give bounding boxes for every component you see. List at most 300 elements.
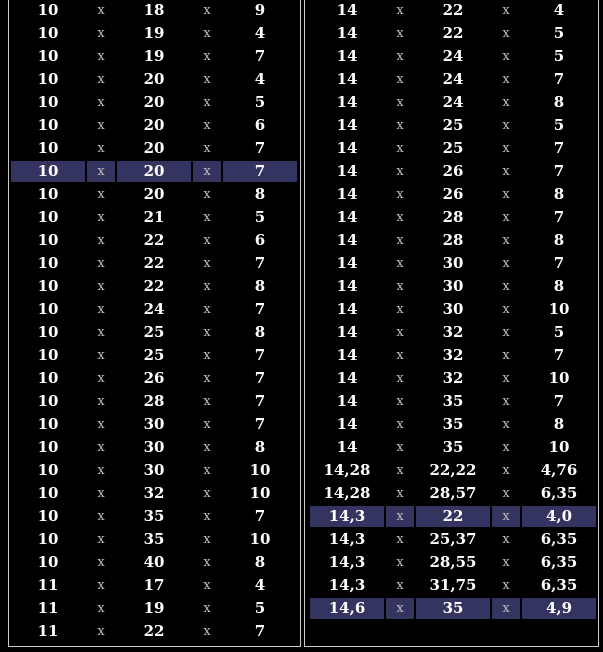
times-separator: x — [502, 72, 510, 87]
list-row[interactable] — [9, 229, 300, 252]
dimension-b: 35 — [442, 438, 464, 456]
times-separator: x — [97, 141, 105, 156]
times-separator: x — [97, 26, 105, 41]
times-separator: x — [502, 164, 510, 179]
list-row[interactable] — [9, 114, 300, 137]
dimension-b: 24 — [143, 300, 165, 318]
dimension-a: 10 — [37, 47, 59, 65]
list-row[interactable] — [9, 574, 300, 597]
dimension-b: 30 — [442, 277, 464, 295]
dimension-b: 22 — [442, 24, 464, 42]
dimension-c: 7 — [553, 139, 565, 157]
times-separator: x — [203, 256, 211, 271]
dimension-a: 10 — [37, 507, 59, 525]
dimension-a: 10 — [37, 277, 59, 295]
dimension-a: 14,3 — [328, 553, 366, 571]
dimension-b: 30 — [143, 438, 165, 456]
list-row[interactable] — [9, 620, 300, 643]
dimension-c: 7 — [553, 254, 565, 272]
dimension-a: 14 — [336, 116, 358, 134]
dimension-c: 6,35 — [540, 553, 578, 571]
list-row[interactable] — [305, 91, 598, 114]
times-separator: x — [396, 3, 404, 18]
times-separator: x — [97, 95, 105, 110]
times-separator: x — [396, 72, 404, 87]
list-row[interactable] — [305, 436, 598, 459]
dimension-c: 7 — [553, 162, 565, 180]
dimension-b: 18 — [143, 1, 165, 19]
dimension-c: 5 — [254, 208, 266, 226]
list-row[interactable] — [9, 206, 300, 229]
dimension-b: 19 — [143, 47, 165, 65]
dimension-a: 14 — [336, 185, 358, 203]
times-separator: x — [87, 161, 115, 182]
dimension-a: 11 — [37, 576, 59, 594]
dimension-a: 10 — [37, 530, 59, 548]
list-row[interactable] — [305, 114, 598, 137]
dimension-c: 8 — [553, 185, 565, 203]
dimension-a: 10 — [37, 93, 59, 111]
times-separator: x — [492, 598, 520, 619]
dimension-a: 10 — [11, 161, 85, 182]
dimension-a: 10 — [37, 231, 59, 249]
dimension-a: 10 — [37, 208, 59, 226]
dimension-a: 11 — [37, 599, 59, 617]
list-row[interactable] — [305, 551, 598, 574]
times-separator: x — [502, 49, 510, 64]
times-separator: x — [502, 302, 510, 317]
dimension-c: 6 — [254, 116, 266, 134]
dimension-a: 10 — [37, 24, 59, 42]
times-separator: x — [203, 118, 211, 133]
dimension-b: 20 — [117, 161, 191, 182]
times-separator: x — [97, 394, 105, 409]
times-separator: x — [396, 417, 404, 432]
times-separator: x — [203, 187, 211, 202]
dimension-c: 4,76 — [540, 461, 578, 479]
dimension-a: 14 — [336, 231, 358, 249]
times-separator: x — [396, 256, 404, 271]
times-separator: x — [396, 187, 404, 202]
dimension-b: 19 — [143, 599, 165, 617]
dimension-c: 5 — [553, 47, 565, 65]
list-row[interactable] — [9, 183, 300, 206]
list-row[interactable] — [305, 321, 598, 344]
times-separator: x — [97, 440, 105, 455]
dimension-a: 10 — [37, 185, 59, 203]
dimension-c: 10 — [548, 369, 570, 387]
list-row[interactable] — [305, 298, 598, 321]
dimension-b: 25 — [143, 323, 165, 341]
dimension-b: 26 — [143, 369, 165, 387]
times-separator: x — [203, 601, 211, 616]
dimension-c: 10 — [249, 484, 271, 502]
dimension-b: 17 — [143, 576, 165, 594]
dimension-b: 35 — [143, 507, 165, 525]
dimension-c: 8 — [553, 93, 565, 111]
dimension-b: 28 — [442, 208, 464, 226]
size-list-left-rows — [9, 0, 300, 643]
times-separator: x — [502, 95, 510, 110]
list-row[interactable] — [9, 275, 300, 298]
list-row[interactable] — [9, 0, 300, 22]
times-separator: x — [396, 302, 404, 317]
times-separator: x — [502, 417, 510, 432]
dimension-c: 8 — [254, 277, 266, 295]
times-separator: x — [396, 371, 404, 386]
times-separator: x — [97, 118, 105, 133]
times-separator: x — [97, 555, 105, 570]
dimension-a: 11 — [37, 622, 59, 640]
times-separator: x — [203, 371, 211, 386]
dimension-c: 4,9 — [522, 598, 596, 619]
times-separator: x — [97, 279, 105, 294]
list-row[interactable] — [9, 137, 300, 160]
dimension-c: 6 — [254, 231, 266, 249]
list-row[interactable] — [9, 367, 300, 390]
times-separator: x — [97, 532, 105, 547]
dimension-a: 14 — [336, 162, 358, 180]
list-row[interactable] — [305, 413, 598, 436]
times-separator: x — [203, 532, 211, 547]
dimension-a: 10 — [37, 369, 59, 387]
list-row[interactable] — [305, 597, 598, 620]
dimension-b: 35 — [143, 530, 165, 548]
dimension-c: 10 — [249, 530, 271, 548]
times-separator: x — [97, 486, 105, 501]
list-row[interactable] — [305, 390, 598, 413]
times-separator: x — [502, 463, 510, 478]
times-separator: x — [97, 348, 105, 363]
times-separator: x — [502, 233, 510, 248]
dimension-a: 10 — [37, 323, 59, 341]
dimension-c: 7 — [254, 346, 266, 364]
dimension-c: 7 — [254, 139, 266, 157]
dimension-b: 30 — [143, 415, 165, 433]
dimension-c: 4 — [254, 24, 266, 42]
times-separator: x — [97, 302, 105, 317]
times-separator: x — [502, 532, 510, 547]
dimension-b: 30 — [143, 461, 165, 479]
dimension-c: 7 — [254, 47, 266, 65]
times-separator: x — [396, 532, 404, 547]
dimension-b: 28,57 — [429, 484, 477, 502]
dimension-c: 8 — [553, 415, 565, 433]
dimension-c: 5 — [254, 93, 266, 111]
list-row[interactable] — [9, 45, 300, 68]
times-separator: x — [203, 279, 211, 294]
times-separator: x — [396, 486, 404, 501]
size-list-left[interactable] — [8, 0, 301, 647]
dimension-a: 10 — [37, 346, 59, 364]
times-separator: x — [97, 72, 105, 87]
dimension-c: 8 — [254, 323, 266, 341]
times-separator: x — [97, 463, 105, 478]
list-row[interactable] — [305, 344, 598, 367]
dimension-b: 32 — [442, 369, 464, 387]
dimension-a: 10 — [37, 461, 59, 479]
list-row[interactable] — [9, 344, 300, 367]
times-separator: x — [396, 49, 404, 64]
dimension-a: 14 — [336, 1, 358, 19]
dimension-c: 10 — [548, 300, 570, 318]
dimension-c: 5 — [254, 599, 266, 617]
times-separator: x — [396, 210, 404, 225]
list-row[interactable] — [9, 298, 300, 321]
times-separator: x — [97, 578, 105, 593]
dimension-a: 14,28 — [323, 484, 371, 502]
dimension-a: 10 — [37, 139, 59, 157]
dimension-b: 25 — [442, 139, 464, 157]
list-row[interactable] — [305, 528, 598, 551]
list-row[interactable] — [305, 574, 598, 597]
dimension-b: 24 — [442, 47, 464, 65]
dimension-c: 7 — [254, 369, 266, 387]
list-row[interactable] — [9, 597, 300, 620]
dimension-c: 7 — [223, 161, 297, 182]
dimension-b: 20 — [143, 116, 165, 134]
times-separator: x — [203, 302, 211, 317]
times-separator: x — [203, 325, 211, 340]
dimension-c: 6,35 — [540, 576, 578, 594]
dimension-a: 14 — [336, 415, 358, 433]
times-separator: x — [97, 187, 105, 202]
times-separator: x — [203, 624, 211, 639]
list-row[interactable] — [305, 367, 598, 390]
dimension-a: 10 — [37, 300, 59, 318]
times-separator: x — [502, 279, 510, 294]
list-row[interactable] — [305, 252, 598, 275]
list-row[interactable] — [9, 528, 300, 551]
list-row[interactable] — [305, 22, 598, 45]
dimension-c: 7 — [553, 70, 565, 88]
list-row[interactable] — [9, 68, 300, 91]
times-separator: x — [396, 233, 404, 248]
list-row[interactable] — [305, 183, 598, 206]
dimension-a: 14 — [336, 139, 358, 157]
times-separator: x — [396, 95, 404, 110]
dimension-b: 28 — [442, 231, 464, 249]
list-row[interactable] — [305, 45, 598, 68]
times-separator: x — [396, 164, 404, 179]
list-row[interactable] — [305, 137, 598, 160]
dimension-a: 14 — [336, 346, 358, 364]
dimension-c: 7 — [254, 622, 266, 640]
times-separator: x — [502, 555, 510, 570]
list-row[interactable] — [9, 91, 300, 114]
dimension-b: 30 — [442, 254, 464, 272]
dimension-a: 10 — [37, 116, 59, 134]
dimension-b: 35 — [442, 392, 464, 410]
dimension-a: 14,6 — [310, 598, 384, 619]
dimension-a: 10 — [37, 70, 59, 88]
dimension-a: 14,28 — [323, 461, 371, 479]
dimension-c: 4,0 — [522, 506, 596, 527]
times-separator: x — [492, 506, 520, 527]
times-separator: x — [203, 72, 211, 87]
times-separator: x — [203, 348, 211, 363]
list-row[interactable] — [9, 436, 300, 459]
times-separator: x — [502, 394, 510, 409]
dimension-c: 7 — [254, 300, 266, 318]
times-separator: x — [386, 598, 414, 619]
list-row[interactable] — [305, 160, 598, 183]
times-separator: x — [396, 325, 404, 340]
list-row[interactable] — [9, 390, 300, 413]
times-separator: x — [203, 394, 211, 409]
dimension-a: 10 — [37, 415, 59, 433]
dimension-a: 14 — [336, 369, 358, 387]
times-separator: x — [203, 141, 211, 156]
times-separator: x — [502, 371, 510, 386]
dimension-a: 14 — [336, 47, 358, 65]
times-separator: x — [502, 325, 510, 340]
times-separator: x — [97, 601, 105, 616]
times-separator: x — [396, 555, 404, 570]
dimension-b: 22 — [143, 231, 165, 249]
times-separator: x — [396, 141, 404, 156]
dimension-a: 10 — [37, 254, 59, 272]
dimension-b: 24 — [442, 70, 464, 88]
dimension-b: 32 — [442, 346, 464, 364]
list-row[interactable] — [305, 0, 598, 22]
list-row[interactable] — [305, 459, 598, 482]
dimension-c: 6,35 — [540, 530, 578, 548]
dimension-b: 26 — [442, 162, 464, 180]
times-separator: x — [203, 486, 211, 501]
dimension-b: 22 — [143, 622, 165, 640]
times-separator: x — [396, 394, 404, 409]
times-separator: x — [396, 348, 404, 363]
times-separator: x — [502, 210, 510, 225]
dimension-b: 31,75 — [429, 576, 477, 594]
times-separator: x — [97, 509, 105, 524]
dimension-b: 22 — [442, 1, 464, 19]
dimension-a: 10 — [37, 553, 59, 571]
dimension-a: 10 — [37, 484, 59, 502]
dimension-a: 10 — [37, 438, 59, 456]
dimension-c: 7 — [254, 415, 266, 433]
dimension-b: 20 — [143, 70, 165, 88]
dimension-c: 8 — [254, 553, 266, 571]
dimension-c: 5 — [553, 24, 565, 42]
dimension-c: 6,35 — [540, 484, 578, 502]
list-row[interactable] — [305, 505, 598, 528]
dimension-b: 25 — [442, 116, 464, 134]
dimension-c: 4 — [553, 1, 565, 19]
times-separator: x — [203, 417, 211, 432]
dimension-b: 35 — [442, 415, 464, 433]
dimension-a: 14 — [336, 323, 358, 341]
dimension-c: 10 — [548, 438, 570, 456]
dimension-a: 14 — [336, 392, 358, 410]
dimension-b: 24 — [442, 93, 464, 111]
dimension-b: 22 — [416, 506, 490, 527]
list-row[interactable] — [9, 160, 300, 183]
dimension-a: 14 — [336, 208, 358, 226]
times-separator: x — [502, 256, 510, 271]
list-row[interactable] — [305, 275, 598, 298]
dimension-c: 7 — [254, 507, 266, 525]
dimension-c: 8 — [553, 231, 565, 249]
list-row[interactable] — [9, 413, 300, 436]
dimension-b: 20 — [143, 93, 165, 111]
times-separator: x — [203, 95, 211, 110]
dimension-b: 40 — [143, 553, 165, 571]
times-separator: x — [203, 3, 211, 18]
times-separator: x — [203, 440, 211, 455]
times-separator: x — [396, 118, 404, 133]
dimension-b: 19 — [143, 24, 165, 42]
times-separator: x — [97, 371, 105, 386]
dimension-a: 10 — [37, 1, 59, 19]
times-separator: x — [97, 325, 105, 340]
dimension-a: 14 — [336, 93, 358, 111]
dimension-b: 20 — [143, 185, 165, 203]
dimension-a: 14 — [336, 70, 358, 88]
dimension-c: 8 — [254, 438, 266, 456]
list-row[interactable] — [9, 252, 300, 275]
times-separator: x — [193, 161, 221, 182]
times-separator: x — [97, 256, 105, 271]
times-separator: x — [396, 578, 404, 593]
times-separator: x — [97, 210, 105, 225]
dimension-c: 7 — [254, 254, 266, 272]
times-separator: x — [203, 26, 211, 41]
list-row[interactable] — [305, 68, 598, 91]
dimension-b: 25,37 — [429, 530, 477, 548]
size-list-right[interactable] — [304, 0, 599, 647]
list-row[interactable] — [9, 321, 300, 344]
list-row[interactable] — [9, 459, 300, 482]
times-separator: x — [203, 49, 211, 64]
list-row[interactable] — [9, 551, 300, 574]
times-separator: x — [97, 624, 105, 639]
times-separator: x — [97, 417, 105, 432]
dimension-b: 22 — [143, 254, 165, 272]
list-row[interactable] — [305, 482, 598, 505]
dimension-b: 21 — [143, 208, 165, 226]
dimension-c: 4 — [254, 576, 266, 594]
times-separator: x — [386, 506, 414, 527]
list-row[interactable] — [305, 229, 598, 252]
list-row[interactable] — [9, 22, 300, 45]
dimension-b: 22 — [143, 277, 165, 295]
times-separator: x — [502, 348, 510, 363]
times-separator: x — [396, 279, 404, 294]
dimension-b: 35 — [416, 598, 490, 619]
times-separator: x — [203, 555, 211, 570]
times-separator: x — [97, 49, 105, 64]
dimension-b: 32 — [143, 484, 165, 502]
list-row[interactable] — [9, 505, 300, 528]
dimension-c: 8 — [553, 277, 565, 295]
times-separator: x — [203, 463, 211, 478]
dimension-c: 7 — [254, 392, 266, 410]
dimension-c: 7 — [553, 392, 565, 410]
times-separator: x — [502, 3, 510, 18]
times-separator: x — [203, 578, 211, 593]
dimension-a: 14 — [336, 438, 358, 456]
times-separator: x — [502, 26, 510, 41]
list-row[interactable] — [305, 206, 598, 229]
dimension-b: 32 — [442, 323, 464, 341]
list-row[interactable] — [9, 482, 300, 505]
times-separator: x — [396, 463, 404, 478]
dimension-c: 7 — [553, 208, 565, 226]
times-separator: x — [97, 3, 105, 18]
times-separator: x — [203, 509, 211, 524]
